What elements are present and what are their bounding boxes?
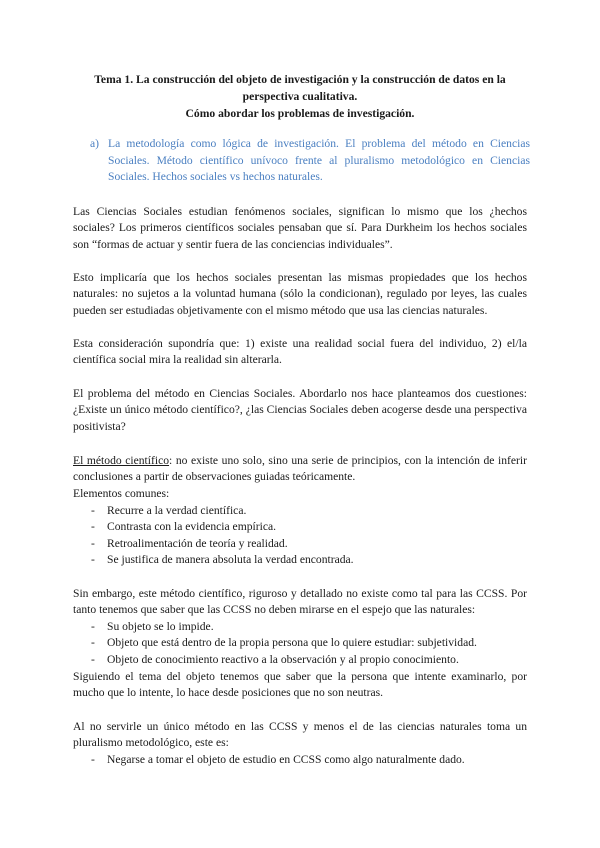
list-item bbox=[73, 503, 527, 519]
list-item-text: Su objeto se lo impide. bbox=[107, 620, 214, 633]
list-item bbox=[73, 536, 527, 552]
list-item-text: Retroalimentación de teoría y realidad. bbox=[107, 536, 288, 550]
list-item-text: Objeto que está dentro de la propia persona que lo quiere estudiar: subjetividad. bbox=[107, 636, 477, 650]
title-line-3: Cómo abordar los problemas de investigación. bbox=[185, 107, 415, 120]
paragraph-5-text: : no existe uno solo, sino una serie de principios, con la intención de inferir conclusiones a partir de observaciones guiadas teóricamente. bbox=[73, 454, 528, 484]
bullet-dash: - bbox=[91, 652, 95, 666]
bullet-dash: - bbox=[91, 620, 95, 633]
bullet-dash: - bbox=[91, 553, 95, 567]
list-item-text: Negarse a tomar el objeto de estudio en CCSS como algo naturalmente dado. bbox=[107, 753, 465, 766]
list-ccss-object bbox=[73, 619, 527, 668]
section-a-label: a) bbox=[90, 137, 100, 150]
metodo-cientifico-term: El método científico bbox=[73, 454, 170, 467]
list-item bbox=[73, 619, 527, 635]
paragraph-8: Siguiendo el tema del objeto tenemos que saber que la persona que intente examinarlo, por mucho que lo intente, lo hace desde posiciones que no son neutras. bbox=[73, 670, 527, 700]
list-item-text: Se justifica de manera absoluta la verdad encontrada. bbox=[107, 553, 354, 567]
paragraph-6: Elementos comunes: bbox=[73, 487, 170, 500]
bullet-dash: - bbox=[91, 504, 95, 517]
bullet-dash: - bbox=[91, 636, 95, 650]
list-item bbox=[73, 652, 527, 668]
paragraph-2: Esto implicaría que los hechos sociales presentan las mismas propiedades que los hechos naturales: no sujetos a la voluntad humana (sólo la condicionan), regulado por leyes, las cuales pueden ser estudiadas objetivamente con el mismo método que usa las ciencias naturales. bbox=[73, 271, 527, 317]
paragraph-7: Sin embargo, este método científico, riguroso y detallado no existe como tal para las CCSS. Por tanto tenemos que saber que las CCSS no deben mirarse en el espejo que las naturales: bbox=[73, 587, 527, 617]
title-line-1: Tema 1. La construcción del objeto de investigación y la construcción de datos en la bbox=[94, 73, 506, 86]
paragraph-4: El problema del método en Ciencias Sociales. Abordarlo nos hace planteamos dos cuestiones: ¿Existe un único método científico?, ¿las Ciencias Sociales deben acogerse desde una perspectiva positivista? bbox=[73, 387, 527, 433]
list-item-text: Contrasta con la evidencia empírica. bbox=[107, 520, 277, 534]
list-item-text: Objeto de conocimiento reactivo a la observación y al propio conocimiento. bbox=[107, 652, 459, 666]
list-pluralismo bbox=[73, 752, 527, 768]
paragraph-1: Las Ciencias Sociales estudian fenómenos sociales, significan lo mismo que los ¿hechos sociales? Los primeros científicos sociales pensaban que sí. Para Durkheim los hechos sociales son “formas de actuar y sentir fuera de las conciencias individuales”. bbox=[73, 205, 527, 251]
list-item bbox=[73, 552, 527, 568]
paragraph-5 bbox=[73, 453, 527, 486]
list-item bbox=[73, 635, 527, 651]
list-elementos-comunes bbox=[73, 503, 527, 569]
document-title bbox=[70, 71, 530, 122]
list-item bbox=[73, 519, 527, 535]
list-item bbox=[73, 752, 527, 768]
section-a-text: La metodología como lógica de investigación. El problema del método en Ciencias Sociales. Método científico unívoco frente al pluralismo metodológico en Ciencias Sociales. Hechos sociales vs hechos naturales. bbox=[108, 137, 530, 183]
paragraph-3: Esta consideración supondría que: 1) existe una realidad social fuera del individuo, 2) el/la científica social mira la realidad sin alterarla. bbox=[73, 337, 527, 367]
bullet-dash: - bbox=[91, 520, 95, 534]
bullet-dash: - bbox=[91, 536, 95, 550]
title-line-2: perspectiva cualitativa. bbox=[242, 90, 358, 103]
bullet-dash: - bbox=[91, 753, 95, 766]
list-item-text: Recurre a la verdad científica. bbox=[107, 504, 247, 517]
paragraph-9: Al no servirle un único método en las CCSS y menos el de las ciencias naturales toma un pluralismo metodológico, este es: bbox=[73, 720, 527, 750]
section-a-heading bbox=[90, 136, 530, 186]
